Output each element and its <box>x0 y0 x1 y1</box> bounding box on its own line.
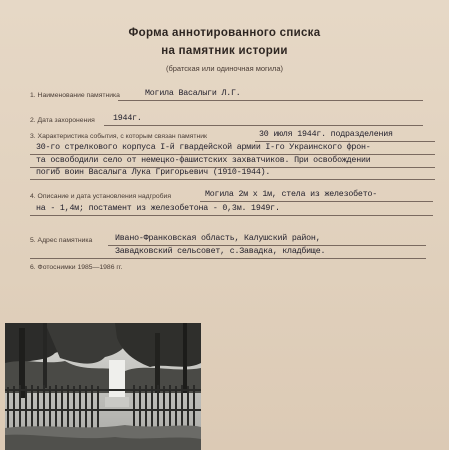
event-line-4: погиб воин Васалыга Лука Григорьевич (1910-1944). <box>36 168 271 177</box>
form-title-line2: на памятник истории <box>161 45 288 57</box>
description-label: 4. Описание и дата установления надгробия <box>30 193 172 200</box>
address-rule-1 <box>108 245 426 246</box>
event-rule-1 <box>255 141 435 142</box>
name-label: 1. Наименование памятника <box>30 92 120 99</box>
form-title: Форма аннотированного списка <box>128 27 321 39</box>
address-label: 5. Адрес памятника <box>30 237 93 244</box>
grave-photograph <box>5 323 201 450</box>
event-rule-2 <box>30 154 435 155</box>
event-line-2: 30-го стрелкового корпуса I-й гвардейской армии I-го Украинского фрон- <box>36 143 371 152</box>
description-rule-2 <box>30 215 433 216</box>
event-line-3: та освободили село от немецко-фашистских захватчиков. При освобождении <box>36 156 371 165</box>
burial-date-value: 1944г. <box>113 114 142 123</box>
address-rule-2 <box>30 258 426 259</box>
photos-label: 6. Фотоснимки 1985—1986 гг. <box>30 264 123 271</box>
burial-date-label: 2. Дата захоронения <box>30 117 95 124</box>
description-line-2: на - 1,4м; постамент из железобетона - 0,3м. 1949г. <box>36 204 280 213</box>
event-label: 3. Характеристика события, с которым связан памятник <box>30 133 207 140</box>
description-line-1: Могила 2м х 1м, стела из железобето- <box>205 190 378 199</box>
event-rule-4 <box>30 179 435 180</box>
address-line-1: Ивано-Франковская область, Калушский район, <box>115 234 321 243</box>
description-rule-1 <box>200 201 433 202</box>
address-line-2: Завадковский сельсовет, с.Завадка, кладбище. <box>115 247 326 256</box>
name-value: Могила Васалыги Л.Г. <box>145 89 241 98</box>
name-rule <box>118 100 423 101</box>
form-subtitle: (братская или одиночная могила) <box>165 64 284 73</box>
burial-date-rule <box>104 125 423 126</box>
event-line-1: 30 июля 1944г. подразделения <box>259 130 393 139</box>
